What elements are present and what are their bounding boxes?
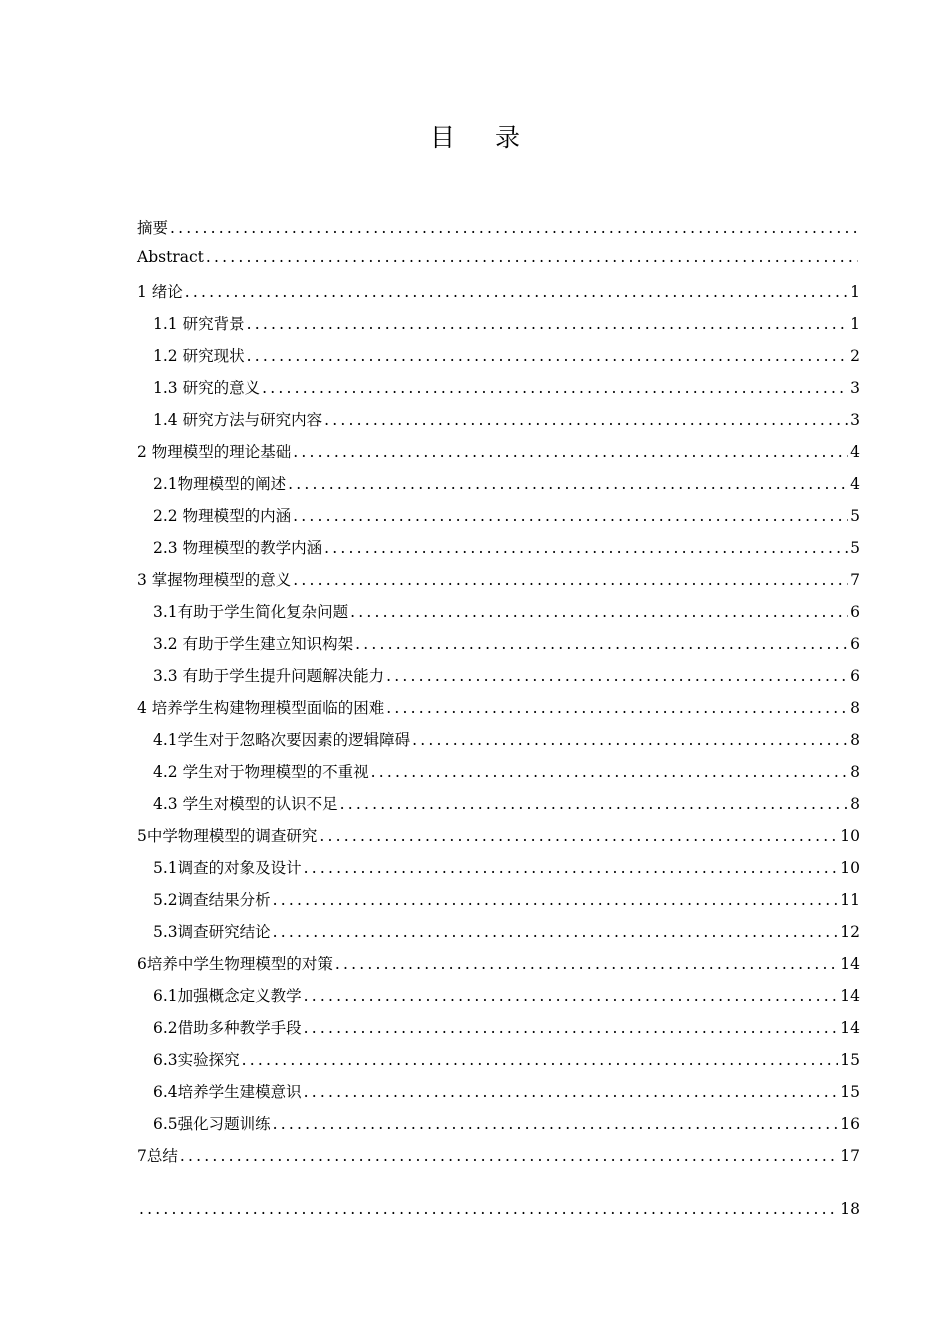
toc-entry-text: 1.4 研究方法与研究内容 [153, 411, 323, 429]
toc-entry[interactable] [137, 312, 860, 344]
toc-leader-dots [353, 635, 848, 653]
toc-entry[interactable] [137, 1016, 860, 1048]
toc-entry[interactable] [137, 728, 860, 760]
toc-entry[interactable] [137, 504, 860, 536]
toc-entry-text: 2.3 物理模型的教学内涵 [153, 539, 323, 557]
toc-entry[interactable] [137, 280, 860, 312]
toc-entry-text: 2.2 物理模型的内涵 [153, 507, 292, 525]
toc-entry-text: 2.1物理模型的阐述 [153, 475, 287, 493]
toc-entry-text: 4.3 学生对模型的认识不足 [153, 795, 338, 813]
toc-entry[interactable] [137, 952, 860, 984]
toc-entry[interactable] [137, 472, 860, 504]
toc-entry[interactable] [137, 216, 860, 248]
toc-entry-text: 5.1调查的对象及设计 [153, 859, 302, 877]
toc-leader-dots [178, 1147, 838, 1165]
toc-entry[interactable] [137, 440, 860, 472]
toc-leader-dots [338, 795, 849, 813]
toc-entry[interactable] [137, 248, 860, 280]
toc-leader-dots [245, 347, 849, 365]
toc-entry-text: 3.3 有助于学生提升问题解决能力 [153, 667, 385, 685]
toc-page-number: 7 [850, 571, 860, 589]
toc-entry[interactable] [137, 1112, 860, 1144]
toc-entry[interactable] [137, 760, 860, 792]
toc-page-number: 3 [850, 411, 860, 429]
toc-entry[interactable] [137, 376, 860, 408]
toc-page-number: 6 [850, 635, 860, 653]
toc-entry[interactable] [137, 344, 860, 376]
toc-page-number: 8 [850, 763, 860, 781]
toc-page-number: 12 [840, 923, 860, 941]
toc-page-number: 4 [850, 475, 860, 493]
toc-page-number: 15 [840, 1083, 860, 1101]
toc-entry-text: 4.1学生对于忽略次要因素的逻辑障碍 [153, 731, 411, 749]
toc-leader-dots [291, 507, 848, 525]
toc-page-number: 8 [850, 795, 860, 813]
toc-entry-text: 摘要 [137, 219, 169, 237]
toc-page-number: 18 [840, 1200, 860, 1218]
toc-leader-dots [369, 763, 849, 781]
toc-entry-text: 3.1有助于学生简化复杂问题 [153, 603, 349, 621]
toc-entry[interactable] [137, 1048, 860, 1080]
toc-entry-text: 7总结 [137, 1147, 178, 1165]
toc-entry-text: 5.2调查结果分析 [153, 891, 271, 909]
toc-entry-text: 1.1 研究背景 [153, 315, 245, 333]
toc-leader-dots [333, 955, 838, 973]
toc-page-number: 6 [850, 667, 860, 685]
toc-page-number: 15 [840, 1051, 860, 1069]
toc-page-number: 5 [850, 507, 860, 525]
toc-entry[interactable] [137, 568, 860, 600]
toc-leader-dots [271, 1115, 839, 1133]
toc-page-number: 1 [850, 315, 860, 333]
toc-entry-text: 4 培养学生构建物理模型面临的困难 [137, 699, 385, 717]
toc-leader-dots [322, 539, 848, 557]
toc-entry[interactable] [137, 664, 860, 696]
toc-entry-text: 6.1加强概念定义教学 [153, 987, 302, 1005]
toc-entry[interactable] [137, 1200, 860, 1232]
toc-page-number: 14 [840, 987, 860, 1005]
toc-page-number: 16 [840, 1115, 860, 1133]
toc-entry[interactable] [137, 984, 860, 1016]
toc-leader-dots [271, 923, 839, 941]
toc-leader-dots [183, 283, 848, 301]
toc-leader-dots [260, 379, 848, 397]
toc-leader-dots [302, 1083, 839, 1101]
toc-leader-dots [271, 891, 839, 909]
toc-entry-text: 6.2借助多种教学手段 [153, 1019, 302, 1037]
toc-entry[interactable] [137, 696, 860, 728]
toc-leader-dots [291, 443, 848, 461]
toc-page-number: 4 [850, 443, 860, 461]
table-of-contents [137, 216, 860, 1232]
toc-entry-text: 1.2 研究现状 [153, 347, 245, 365]
toc-page-number: 5 [850, 539, 860, 557]
toc-entry-text: 6培养中学生物理模型的对策 [137, 955, 333, 973]
toc-entry[interactable] [137, 600, 860, 632]
toc-entry-text: 1.3 研究的意义 [153, 379, 261, 397]
toc-leader-dots [291, 571, 848, 589]
toc-leader-dots [410, 731, 848, 749]
toc-entry[interactable] [137, 1144, 860, 1176]
toc-page-number: 6 [850, 603, 860, 621]
toc-entry-text: 6.4培养学生建模意识 [153, 1083, 302, 1101]
toc-entry[interactable] [137, 1080, 860, 1112]
toc-entry-text: 1 绪论 [137, 283, 183, 301]
toc-leader-dots [348, 603, 848, 621]
toc-entry[interactable] [137, 856, 860, 888]
toc-page-number: 14 [840, 955, 860, 973]
toc-entry-text: 3.2 有助于学生建立知识构架 [153, 635, 354, 653]
toc-leader-dots [322, 411, 848, 429]
toc-leader-dots [302, 1019, 839, 1037]
toc-leader-dots [137, 1200, 838, 1218]
toc-entry[interactable] [137, 632, 860, 664]
toc-page-number: 14 [840, 1019, 860, 1037]
toc-entry[interactable] [137, 408, 860, 440]
toc-page-number: 10 [840, 827, 860, 845]
toc-entry-text: 3 掌握物理模型的意义 [137, 571, 292, 589]
toc-entry[interactable] [137, 824, 860, 856]
toc-entry-text: 5中学物理模型的调查研究 [137, 827, 318, 845]
toc-leader-dots [302, 987, 839, 1005]
toc-entry-text: Abstract [137, 248, 204, 266]
toc-entry-text: 6.3实验探究 [153, 1051, 240, 1069]
toc-leader-dots [317, 827, 838, 845]
toc-page-number: 11 [840, 891, 860, 909]
toc-page-number: 8 [850, 731, 860, 749]
toc-page-number: 2 [850, 347, 860, 365]
toc-entry[interactable] [137, 536, 860, 568]
toc-leader-dots [384, 667, 848, 685]
toc-entry[interactable] [137, 888, 860, 920]
toc-title: 目 录 [430, 123, 536, 152]
toc-entry-text: 4.2 学生对于物理模型的不重视 [153, 763, 369, 781]
toc-page-number: 17 [840, 1147, 860, 1165]
toc-page-number: 8 [850, 699, 860, 717]
toc-entry-text: 6.5强化习题训练 [153, 1115, 271, 1133]
toc-page-number: 3 [850, 379, 860, 397]
toc-leader-dots [384, 699, 848, 717]
toc-entry[interactable] [137, 920, 860, 952]
toc-leader-dots [168, 219, 858, 237]
toc-leader-dots [245, 315, 849, 333]
toc-page-number: 10 [840, 859, 860, 877]
toc-leader-dots [240, 1051, 839, 1069]
toc-page-number: 1 [850, 283, 860, 301]
toc-leader-dots [302, 859, 839, 877]
toc-leader-dots [204, 248, 858, 266]
toc-entry[interactable] [137, 792, 860, 824]
toc-entry-text: 2 物理模型的理论基础 [137, 443, 292, 461]
toc-leader-dots [286, 475, 848, 493]
toc-entry-text: 5.3调查研究结论 [153, 923, 271, 941]
